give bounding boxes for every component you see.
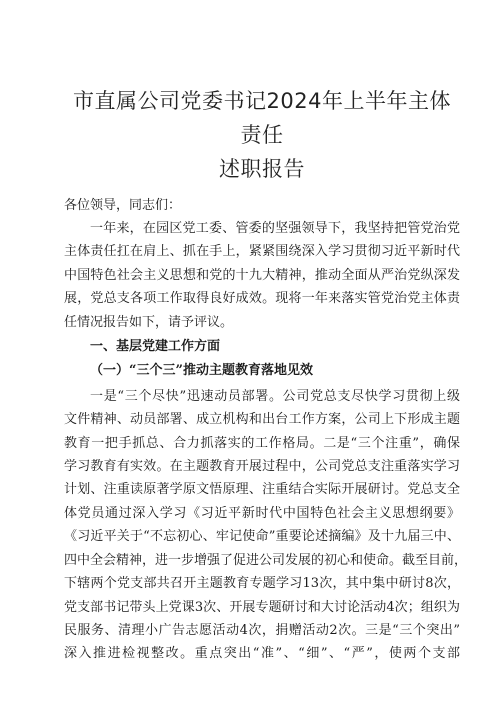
body-line: 一是“三个尽快”迅速动员部署。公司党总支尽快学习贯彻上级 — [90, 388, 460, 404]
intro-line: 任情况报告如下，请予评议。 — [64, 314, 234, 330]
body-line: 体党员通过深入学习《习近平新时代中国特色社会主义思想纲要》 — [64, 505, 460, 521]
body-line: 学习教育有实效。在主题教育开展过程中，公司党总支注重落实学习 — [64, 459, 460, 475]
title-line-2: 述职报告 — [219, 157, 305, 181]
greeting: 各位领导，同志们： — [64, 198, 182, 213]
intro-line: 主体责任扛在肩上、抓在手上，紧紧围绕深入学习贯彻习近平新时代 — [64, 244, 460, 260]
body-line: 下辖两个党支部共召开主题教育专题学习13次，其中集中研讨8次， — [64, 576, 460, 592]
body-line: 《习近平关于“不忘初心、牢记使命”重要论述摘编》及十九届三中、 — [64, 529, 460, 545]
intro-line: 展，党总支各项工作取得良好成效。现将一年来落实管党治党主体责 — [64, 291, 460, 307]
title-line-1: 市直属公司党委书记2024年上半年主体责任 — [73, 89, 451, 147]
body-line: 党支部书记带头上党课3次、开展专题研讨和大讨论活动4次；组织为 — [64, 599, 460, 615]
intro-line: 中国特色社会主义思想和党的十九大精神，推动全面从严治党纵深发 — [64, 267, 460, 283]
body-line: 计划、注重读原著学原文悟原理、注重结合实际开展研讨。党总支全 — [64, 482, 460, 498]
document-title — [64, 84, 460, 186]
body-line: 四中全会精神，进一步增强了促进公司发展的初心和使命。截至目前， — [64, 552, 468, 568]
intro-paragraph — [64, 217, 460, 334]
intro-line: 一年来，在园区党工委、管委的坚强领导下，我坚持把管党治党 — [90, 221, 460, 236]
subsection-heading: （一）“三个三”推动主题教育落地见效 — [90, 363, 313, 379]
section-heading: 一、基层党建工作方面 — [90, 339, 221, 355]
body-line: 文件精神、动员部署、成立机构和出台工作方案，公司上下形成主题 — [64, 412, 460, 428]
body-line: 深入推进检视整改。重点突出“准”、“细”、“严”，使两个支部 — [64, 646, 460, 662]
body-line: 教育一把手抓总、合力抓落实的工作格局。二是“三个注重”，确保 — [64, 435, 460, 451]
body-paragraph — [64, 385, 468, 666]
body-line: 民服务、清理小广告志愿活动4次，捐赠活动2次。三是“三个突出” — [64, 622, 460, 638]
